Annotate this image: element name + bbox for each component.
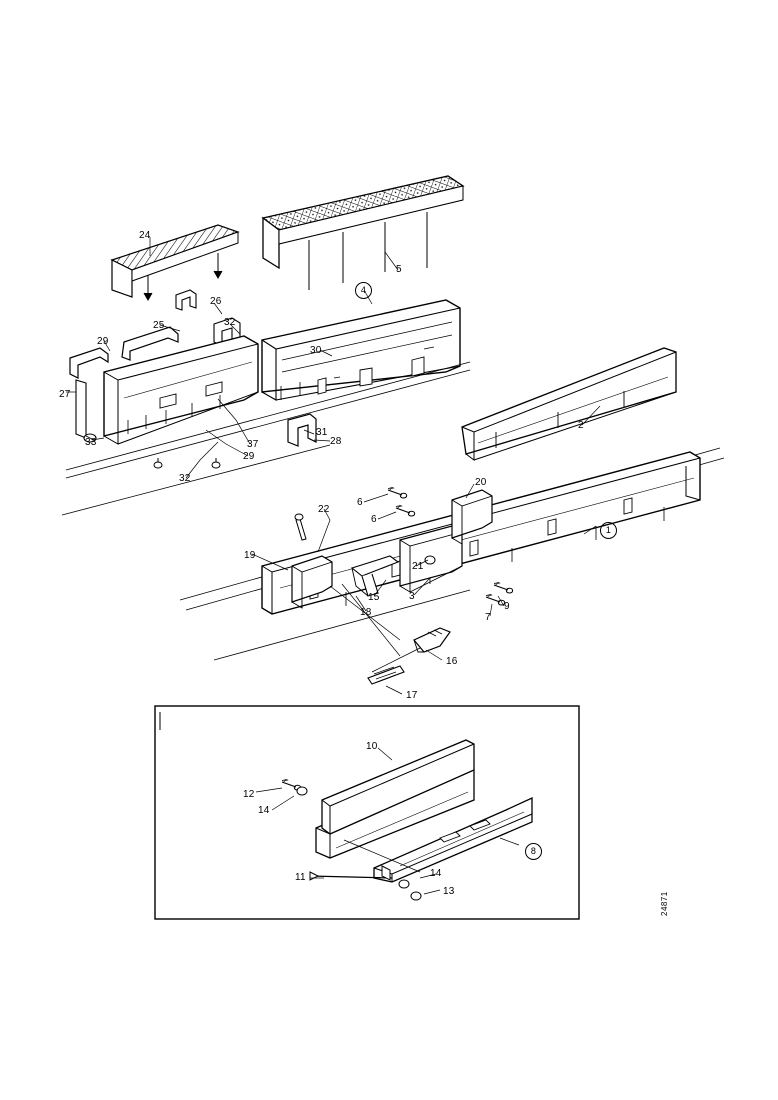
callout-22: 22: [318, 504, 330, 515]
callout-12: 12: [243, 789, 255, 800]
callout-1: 1: [600, 522, 617, 539]
callout-24: 24: [139, 230, 151, 241]
callout-25: 25: [153, 320, 165, 331]
callout-4: 4: [355, 282, 372, 299]
callout-2: 2: [578, 420, 584, 431]
callout-33: 33: [85, 437, 97, 448]
callout-14-a: 14: [258, 805, 270, 816]
part-30-panel: [262, 300, 460, 400]
callout-3: 3: [409, 591, 415, 602]
callout-10: 10: [366, 741, 378, 752]
callout-20: 20: [475, 477, 487, 488]
callout-31: 31: [316, 427, 328, 438]
callout-7: 7: [485, 612, 491, 623]
part-5-strip: [263, 176, 463, 290]
callout-27: 27: [59, 389, 71, 400]
callout-29: 29: [97, 336, 109, 347]
callout-16: 16: [446, 656, 458, 667]
part-2-trim: [462, 348, 676, 460]
callout-8: 8: [525, 843, 542, 860]
leader-lines: [66, 237, 600, 694]
callout-15: 15: [368, 592, 380, 603]
part-17-rod: [368, 666, 404, 684]
callout-32-b: 32: [179, 473, 191, 484]
callout-26: 26: [210, 296, 222, 307]
callout-9: 9: [504, 601, 510, 612]
callout-11: 11: [295, 872, 306, 883]
callout-19: 19: [244, 550, 256, 561]
part-24-strip: [112, 225, 238, 300]
plate-number: 24871: [660, 891, 669, 916]
callout-5: 5: [396, 264, 402, 275]
callout-28: 28: [330, 436, 342, 447]
callout-6-b: 6: [371, 514, 377, 525]
callout-18: 18: [360, 607, 372, 618]
callout-14-b: 14: [430, 868, 442, 879]
callout-17: 17: [406, 690, 418, 701]
callout-13: 13: [443, 886, 455, 897]
callout-6-a: 6: [357, 497, 363, 508]
part-31-clip: [288, 414, 316, 446]
callout-29-b: 29: [243, 451, 255, 462]
fasteners-left: [154, 458, 220, 468]
callout-37: 37: [247, 439, 259, 450]
callout-30: 30: [310, 345, 322, 356]
callout-21: 21: [412, 561, 424, 572]
callout-32-a: 32: [224, 317, 236, 328]
